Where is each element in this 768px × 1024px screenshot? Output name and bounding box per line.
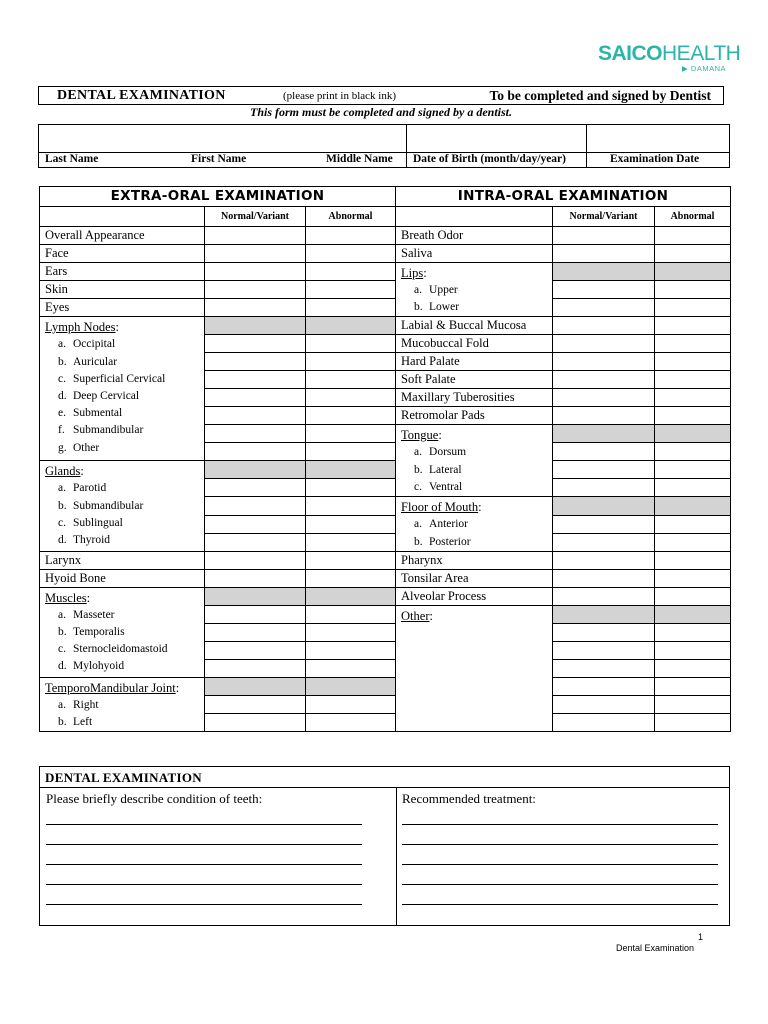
check-cell[interactable] (205, 533, 306, 551)
check-cell[interactable] (205, 479, 306, 497)
row-label: Breath Odor (396, 227, 553, 245)
ink-note: (please print in black ink) (283, 90, 397, 102)
list-item: b. Posterior (414, 535, 471, 548)
check-cell[interactable] (553, 245, 655, 263)
list-item: c. Sternocleidomastoid (58, 643, 168, 656)
row-label: Hyoid Bone (40, 569, 205, 587)
exam-date-label: Examination Date (610, 153, 700, 165)
row-label: Hard Palate (396, 353, 553, 371)
form-instruction: This form must be completed and signed by a dentist. (249, 105, 512, 119)
dob-label: Date of Birth (month/day/year) (413, 153, 566, 165)
check-cell[interactable] (553, 714, 655, 732)
row-label: Larynx (40, 551, 205, 569)
check-cell[interactable] (205, 407, 306, 425)
check-cell[interactable] (306, 623, 396, 641)
last-name-field[interactable] (39, 125, 405, 152)
other-section: Other: (396, 605, 553, 731)
check-cell[interactable] (553, 227, 655, 245)
check-cell[interactable] (553, 551, 655, 569)
check-cell[interactable] (306, 263, 396, 281)
list-item: a. Right (58, 698, 99, 711)
check-cell[interactable] (655, 461, 731, 479)
teeth-line[interactable] (46, 824, 362, 825)
check-cell[interactable] (205, 389, 306, 407)
check-cell[interactable] (655, 299, 731, 317)
row-label: Saliva (396, 245, 553, 263)
list-item: a. Parotid (58, 482, 107, 495)
check-cell[interactable] (655, 479, 731, 497)
extra-oral-heading: EXTRA-ORAL EXAMINATION (40, 187, 396, 207)
check-cell[interactable] (306, 281, 396, 299)
list-item: b. Left (58, 715, 93, 728)
check-cell[interactable] (306, 353, 396, 371)
check-cell[interactable] (553, 641, 655, 659)
check-cell[interactable] (655, 714, 731, 732)
check-cell[interactable] (306, 714, 396, 732)
treatment-line[interactable] (402, 844, 718, 845)
check-cell[interactable] (205, 371, 306, 389)
check-cell[interactable] (205, 227, 306, 245)
logo-text: SAICOHEALTH (598, 42, 741, 65)
intra-oral-heading: INTRA-ORAL EXAMINATION (396, 187, 731, 207)
check-cell[interactable] (205, 443, 306, 461)
row-label: Alveolar Process (396, 587, 553, 605)
list-item: c. Ventral (414, 480, 463, 493)
list-item: b. Lateral (414, 463, 462, 476)
teeth-line[interactable] (46, 844, 362, 845)
check-cell[interactable] (306, 641, 396, 659)
check-cell[interactable] (306, 497, 396, 515)
check-cell[interactable] (553, 533, 655, 551)
muscles-section: Muscles: a. Masseter b. Temporalis c. Sternocleidomastoid d. Mylohyoid (40, 587, 205, 677)
check-cell[interactable] (205, 245, 306, 263)
check-cell[interactable] (205, 605, 306, 623)
tmj-section: TemporoMandibular Joint: a. Right b. Left (40, 677, 205, 731)
patient-info-box (38, 124, 730, 168)
row-label: Maxillary Tuberosities (396, 389, 553, 407)
check-cell[interactable] (205, 335, 306, 353)
check-cell[interactable] (205, 641, 306, 659)
first-name-label: First Name (191, 153, 247, 165)
check-cell[interactable] (306, 335, 396, 353)
list-item: a. Masseter (58, 608, 115, 621)
check-cell[interactable] (655, 515, 731, 533)
check-cell[interactable] (655, 227, 731, 245)
check-cell[interactable] (553, 623, 655, 641)
check-cell[interactable] (205, 569, 306, 587)
row-label: Retromolar Pads (396, 407, 553, 425)
check-cell[interactable] (306, 533, 396, 551)
list-item: a. Dorsum (414, 446, 467, 459)
check-cell[interactable] (655, 443, 731, 461)
check-cell[interactable] (306, 605, 396, 623)
logo-subtext: ▶ DAMANA (682, 64, 726, 73)
list-item: f. Submandibular (58, 424, 144, 437)
glands-section: Glands: a. Parotid b. Submandibular c. Sublingual d. Thyroid (40, 461, 205, 551)
row-label: Pharynx (396, 551, 553, 569)
row-label: Face (40, 245, 205, 263)
oral-exam-table (39, 186, 731, 732)
intra-abnormal-header: Abnormal (655, 207, 731, 227)
check-cell[interactable] (655, 533, 731, 551)
list-item: d. Deep Cervical (58, 389, 140, 402)
check-cell[interactable] (205, 425, 306, 443)
check-cell[interactable] (205, 515, 306, 533)
check-cell[interactable] (205, 299, 306, 317)
check-cell[interactable] (553, 353, 655, 371)
check-cell[interactable] (655, 641, 731, 659)
check-cell[interactable] (655, 317, 731, 335)
floor-of-mouth-section: Floor of Mouth: a. Anterior b. Posterior (396, 497, 553, 551)
check-cell[interactable] (306, 371, 396, 389)
check-cell[interactable] (655, 407, 731, 425)
check-cell[interactable] (205, 623, 306, 641)
list-item: d. Mylohyoid (58, 660, 125, 673)
check-cell[interactable] (306, 659, 396, 677)
row-label: Labial & Buccal Mucosa (396, 317, 553, 335)
row-label: Mucobuccal Fold (396, 335, 553, 353)
row-label: Tonsilar Area (396, 569, 553, 587)
signature-note: To be completed and signed by Dentist (489, 88, 711, 103)
row-label: Soft Palate (396, 371, 553, 389)
check-cell[interactable] (205, 695, 306, 713)
teeth-line[interactable] (46, 884, 362, 885)
treatment-line[interactable] (402, 864, 718, 865)
check-cell[interactable] (553, 317, 655, 335)
list-item: c. Sublingual (58, 516, 123, 529)
list-item: a. Anterior (414, 518, 468, 531)
check-cell[interactable] (553, 695, 655, 713)
dental-examination-box (39, 766, 730, 926)
teeth-line[interactable] (46, 864, 362, 865)
check-cell[interactable] (306, 479, 396, 497)
check-cell[interactable] (306, 299, 396, 317)
extra-abnormal-header: Abnormal (306, 207, 396, 227)
check-cell[interactable] (655, 623, 731, 641)
company-logo (598, 42, 741, 74)
list-item: g. Other (58, 441, 100, 454)
check-cell[interactable] (655, 695, 731, 713)
tongue-section: Tongue: a. Dorsum b. Lateral c. Ventral (396, 425, 553, 497)
check-cell[interactable] (306, 515, 396, 533)
dental-title: DENTAL EXAMINATION (45, 770, 202, 785)
check-cell[interactable] (306, 551, 396, 569)
list-item: e. Submental (58, 407, 123, 420)
check-cell[interactable] (306, 245, 396, 263)
check-cell[interactable] (655, 353, 731, 371)
check-cell[interactable] (655, 335, 731, 353)
row-label: Eyes (40, 299, 205, 317)
check-cell[interactable] (655, 587, 731, 605)
check-cell[interactable] (553, 515, 655, 533)
lymph-nodes-section: Lymph Nodes: a. Occipital b. Auricular c. Superficial Cervical d. Deep Cervical e. Submental f. Submandibular g. Other (40, 317, 205, 461)
list-item: c. Superficial Cervical (58, 372, 166, 385)
list-item: b. Auricular (58, 355, 118, 368)
check-cell[interactable] (553, 677, 655, 695)
check-cell[interactable] (655, 371, 731, 389)
lips-section: Lips: a. Upper b. Lower (396, 263, 553, 317)
check-cell[interactable] (553, 299, 655, 317)
check-cell[interactable] (553, 443, 655, 461)
check-cell[interactable] (553, 371, 655, 389)
list-item: b. Lower (414, 301, 460, 314)
check-cell[interactable] (306, 407, 396, 425)
check-cell[interactable] (655, 245, 731, 263)
middle-name-label: Middle Name (326, 153, 393, 165)
check-cell[interactable] (205, 659, 306, 677)
exam-date-field[interactable] (587, 125, 729, 152)
check-cell[interactable] (306, 569, 396, 587)
treatment-line[interactable] (402, 904, 718, 905)
check-cell[interactable] (205, 714, 306, 732)
check-cell[interactable] (306, 443, 396, 461)
teeth-line[interactable] (46, 904, 362, 905)
list-item: a. Upper (414, 284, 458, 296)
check-cell[interactable] (205, 263, 306, 281)
check-cell[interactable] (553, 569, 655, 587)
check-cell[interactable] (306, 695, 396, 713)
check-cell[interactable] (553, 281, 655, 299)
form-title: DENTAL EXAMINATION (57, 88, 226, 103)
list-item: b. Temporalis (58, 625, 125, 638)
check-cell[interactable] (205, 497, 306, 515)
intra-normal-header: Normal/Variant (553, 207, 655, 227)
teeth-condition-label: Please briefly describe condition of teeth: (46, 791, 263, 806)
list-item: a. Occipital (58, 338, 116, 351)
extra-normal-header: Normal/Variant (205, 207, 306, 227)
check-cell[interactable] (553, 461, 655, 479)
check-cell[interactable] (553, 587, 655, 605)
check-cell[interactable] (655, 389, 731, 407)
dob-field[interactable] (407, 125, 585, 152)
check-cell[interactable] (306, 389, 396, 407)
list-item: b. Submandibular (58, 499, 144, 512)
check-cell[interactable] (205, 281, 306, 299)
check-cell[interactable] (553, 335, 655, 353)
treatment-line[interactable] (402, 884, 718, 885)
check-cell[interactable] (655, 677, 731, 695)
check-cell[interactable] (306, 425, 396, 443)
form-title-bar (38, 86, 724, 105)
treatment-label: Recommended treatment: (402, 791, 536, 806)
check-cell[interactable] (553, 479, 655, 497)
check-cell[interactable] (553, 659, 655, 677)
row-label: Ears (40, 263, 205, 281)
check-cell[interactable] (655, 551, 731, 569)
page-number: 1 (698, 932, 704, 942)
check-cell[interactable] (655, 281, 731, 299)
row-label: Overall Appearance (40, 227, 205, 245)
check-cell[interactable] (306, 227, 396, 245)
check-cell[interactable] (553, 407, 655, 425)
treatment-line[interactable] (402, 824, 718, 825)
check-cell[interactable] (655, 569, 731, 587)
check-cell[interactable] (553, 389, 655, 407)
list-item: d. Thyroid (58, 533, 111, 546)
check-cell[interactable] (655, 659, 731, 677)
footer-doc-name: Dental Examination (616, 943, 695, 953)
row-label: Skin (40, 281, 205, 299)
check-cell[interactable] (205, 551, 306, 569)
check-cell[interactable] (205, 353, 306, 371)
last-name-label: Last Name (45, 153, 99, 165)
